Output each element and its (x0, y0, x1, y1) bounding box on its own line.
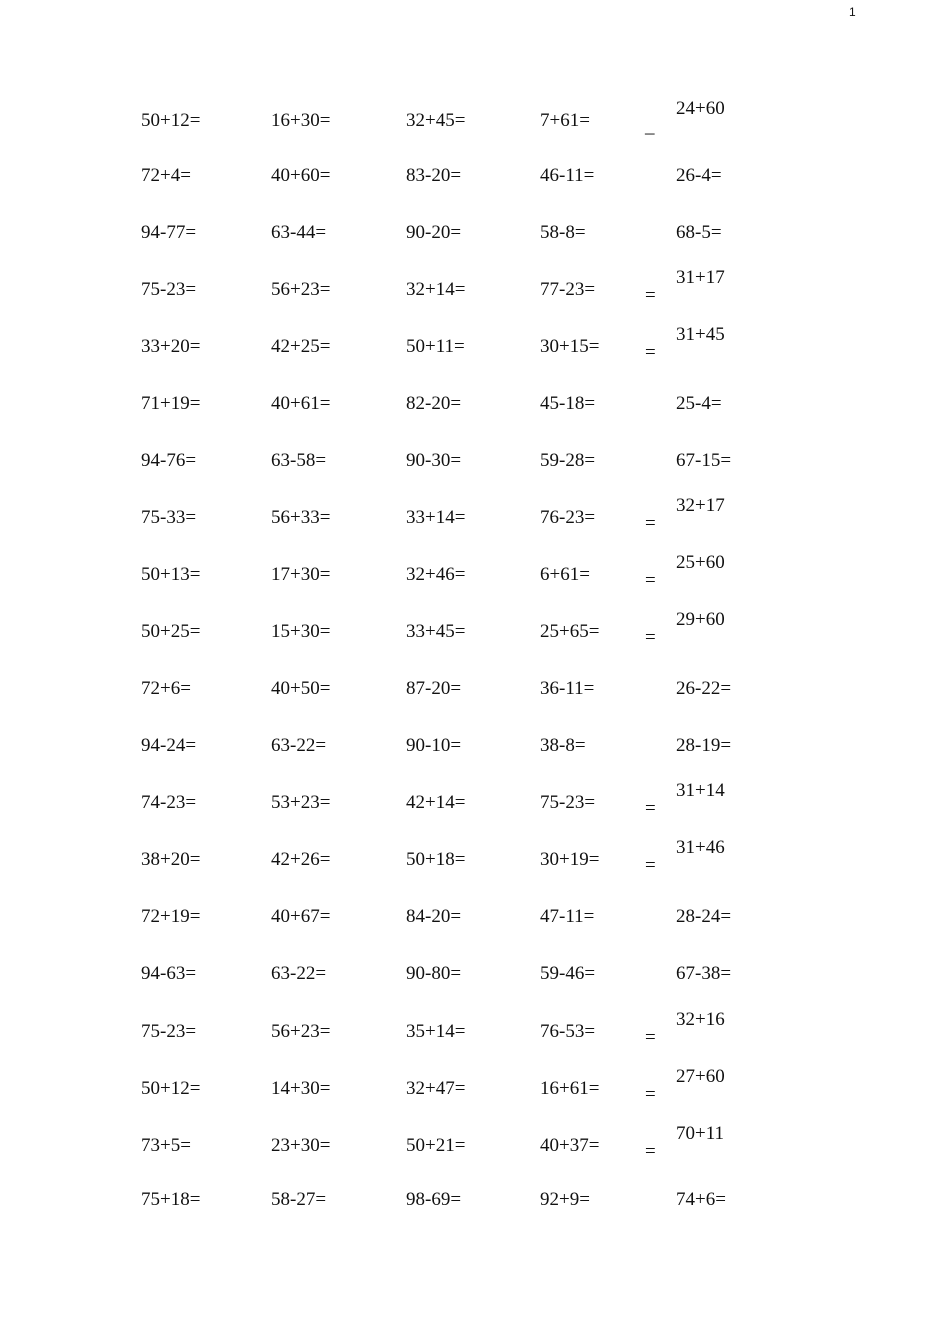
equals-sign: = (645, 627, 656, 648)
problem-cell: 35+14= (406, 1021, 466, 1042)
problem-cell: 38+20= (141, 849, 201, 870)
problem-row (0, 678, 950, 718)
problem-cell: 42+26= (271, 849, 331, 870)
problem-cell: 94-24= (141, 735, 197, 756)
problem-cell: 26-4= (676, 165, 722, 186)
equals-sign: _ (645, 116, 655, 137)
problem-cell: 76-23= (540, 507, 596, 528)
problem-cell: 75-23= (141, 1021, 197, 1042)
problem-cell: 94-63= (141, 963, 197, 984)
problem-cell: 90-10= (406, 735, 462, 756)
problem-cell: 15+30= (271, 621, 331, 642)
problem-cell: 94-76= (141, 450, 197, 471)
problem-cell: 47-11= (540, 906, 595, 927)
equals-sign: = (645, 1027, 656, 1048)
problem-cell: 72+6= (141, 678, 191, 699)
problem-expression: 31+46 (676, 837, 725, 858)
problem-cell: 82-20= (406, 393, 462, 414)
problem-cell: 50+11= (406, 336, 465, 357)
problem-cell: 92+9= (540, 1189, 590, 1210)
problem-expression: 32+16 (676, 1009, 725, 1030)
problem-cell: 38-8= (540, 735, 586, 756)
equals-sign: = (645, 342, 656, 363)
problem-cell: 26-22= (676, 678, 732, 699)
problem-cell: 7+61= (540, 110, 590, 131)
problem-cell: 40+67= (271, 906, 331, 927)
problem-cell: 14+30= (271, 1078, 331, 1099)
problem-cell: 94-77= (141, 222, 197, 243)
problem-cell: 75-23= (540, 792, 596, 813)
problem-cell: 28-24= (676, 906, 732, 927)
page-number: 1 (849, 5, 856, 19)
problem-cell: 50+18= (406, 849, 466, 870)
equals-sign: = (645, 513, 656, 534)
problem-cell: 16+61= (540, 1078, 600, 1099)
problem-cell: 67-15= (676, 450, 732, 471)
problem-row (0, 393, 950, 433)
problem-row (0, 906, 950, 946)
problem-expression: 32+17 (676, 495, 725, 516)
problem-expression: 29+60 (676, 609, 725, 630)
problem-cell: 50+13= (141, 564, 201, 585)
problem-cell: 23+30= (271, 1135, 331, 1156)
problem-cell: 90-80= (406, 963, 462, 984)
problem-cell: 75+18= (141, 1189, 201, 1210)
problem-cell: 63-58= (271, 450, 327, 471)
problem-cell: 73+5= (141, 1135, 191, 1156)
problem-cell: 58-8= (540, 222, 586, 243)
problem-row (0, 222, 950, 262)
problem-cell: 87-20= (406, 678, 462, 699)
problem-cell: 59-28= (540, 450, 596, 471)
problem-row (0, 1009, 950, 1061)
problem-cell: 76-53= (540, 1021, 596, 1042)
problem-cell: 32+47= (406, 1078, 466, 1099)
problem-cell: 98-69= (406, 1189, 462, 1210)
problem-cell: 50+25= (141, 621, 201, 642)
problem-row (0, 495, 950, 547)
problem-cell: 77-23= (540, 279, 596, 300)
problem-cell: 33+14= (406, 507, 466, 528)
problem-cell: 32+14= (406, 279, 466, 300)
problem-cell: 56+33= (271, 507, 331, 528)
problem-cell: 33+20= (141, 336, 201, 357)
problem-cell: 46-11= (540, 165, 595, 186)
problem-row (0, 780, 950, 832)
equals-sign: = (645, 1084, 656, 1105)
problem-cell: 75-33= (141, 507, 197, 528)
problem-cell: 30+15= (540, 336, 600, 357)
problem-cell: 32+45= (406, 110, 466, 131)
problem-cell: 30+19= (540, 849, 600, 870)
problem-row (0, 735, 950, 775)
problem-row (0, 963, 950, 1003)
problem-row (0, 267, 950, 319)
problem-row (0, 1123, 950, 1175)
problem-cell: 6+61= (540, 564, 590, 585)
problem-cell: 72+19= (141, 906, 201, 927)
problem-cell: 53+23= (271, 792, 331, 813)
problem-row (0, 837, 950, 889)
equals-sign: = (645, 798, 656, 819)
problem-expression: 24+60 (676, 98, 725, 119)
problem-cell: 56+23= (271, 1021, 331, 1042)
problem-cell: 50+21= (406, 1135, 466, 1156)
problem-cell: 25-4= (676, 393, 722, 414)
problem-cell: 84-20= (406, 906, 462, 927)
problem-cell: 16+30= (271, 110, 331, 131)
problem-cell: 32+46= (406, 564, 466, 585)
problem-cell: 74-23= (141, 792, 197, 813)
problem-cell: 68-5= (676, 222, 722, 243)
problem-cell: 56+23= (271, 279, 331, 300)
problem-cell: 50+12= (141, 1078, 201, 1099)
problem-cell: 17+30= (271, 564, 331, 585)
problem-row (0, 324, 950, 376)
equals-sign: = (645, 285, 656, 306)
problem-cell: 83-20= (406, 165, 462, 186)
problem-cell: 90-20= (406, 222, 462, 243)
problem-cell: 71+19= (141, 393, 201, 414)
problem-row (0, 98, 950, 150)
problem-cell: 40+60= (271, 165, 331, 186)
equals-sign: = (645, 570, 656, 591)
problem-expression: 27+60 (676, 1066, 725, 1087)
problem-cell: 50+12= (141, 110, 201, 131)
problem-cell: 63-22= (271, 735, 327, 756)
problem-expression: 31+14 (676, 780, 725, 801)
problem-cell: 58-27= (271, 1189, 327, 1210)
problem-cell: 36-11= (540, 678, 595, 699)
equals-sign: = (645, 855, 656, 876)
problem-cell: 90-30= (406, 450, 462, 471)
problem-row (0, 165, 950, 205)
problem-expression: 31+17 (676, 267, 725, 288)
problem-cell: 63-44= (271, 222, 327, 243)
problem-row (0, 1066, 950, 1118)
problem-cell: 25+65= (540, 621, 600, 642)
problem-expression: 70+11 (676, 1123, 725, 1144)
problem-row (0, 609, 950, 661)
problem-row (0, 552, 950, 604)
problem-cell: 40+37= (540, 1135, 600, 1156)
problem-expression: 31+45 (676, 324, 725, 345)
problem-cell: 28-19= (676, 735, 732, 756)
problem-cell: 42+14= (406, 792, 466, 813)
problem-cell: 45-18= (540, 393, 596, 414)
problem-row (0, 1189, 950, 1229)
problem-cell: 74+6= (676, 1189, 726, 1210)
problem-cell: 59-46= (540, 963, 596, 984)
problem-cell: 33+45= (406, 621, 466, 642)
problem-expression: 25+60 (676, 552, 725, 573)
problem-cell: 75-23= (141, 279, 197, 300)
problem-cell: 63-22= (271, 963, 327, 984)
problem-row (0, 450, 950, 490)
problem-cell: 40+50= (271, 678, 331, 699)
problem-cell: 67-38= (676, 963, 732, 984)
problem-cell: 42+25= (271, 336, 331, 357)
equals-sign: = (645, 1141, 656, 1162)
problem-cell: 40+61= (271, 393, 331, 414)
problem-cell: 72+4= (141, 165, 191, 186)
